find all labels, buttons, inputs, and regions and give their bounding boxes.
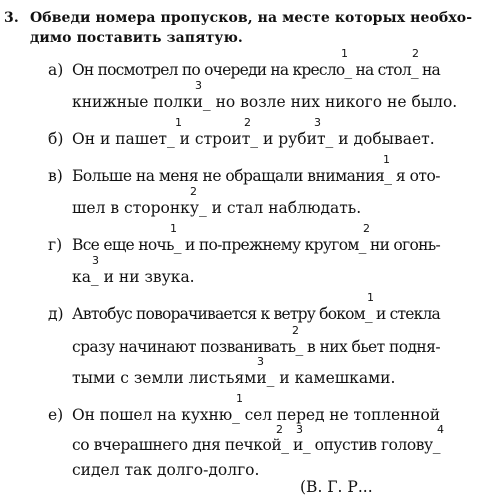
gap-number: 2 bbox=[292, 324, 299, 337]
gap-number: 2 bbox=[276, 423, 283, 436]
item-letter-e: е) bbox=[48, 406, 64, 424]
item-letter-d: д) bbox=[48, 305, 64, 323]
gap-number: 3 bbox=[92, 254, 99, 267]
gap-number: 3 bbox=[296, 423, 303, 436]
item-e-line-1: Он пошел на кухню_ сел перед не топленной bbox=[72, 406, 440, 424]
item-d-line-3: тыми с земли листьями_ и камешками. bbox=[72, 369, 396, 387]
item-g-line-2: ка_ и ни звука. bbox=[72, 268, 195, 286]
gap-number: 2 bbox=[190, 185, 197, 198]
item-d-line-2: сразу начинают позванивать_ в них бьет подня- bbox=[72, 338, 440, 356]
item-b-line-1: Он и пашет_ и строит_ и рубит_ и добывает. bbox=[72, 130, 435, 148]
task-instruction-line-2: димо поставить запятую. bbox=[30, 30, 243, 46]
item-a-line-1: Он посмотрел по очереди на кресло_ на стол_ на bbox=[72, 61, 440, 79]
gap-number: 1 bbox=[170, 222, 177, 235]
task-number: 3. bbox=[4, 10, 19, 26]
item-d-line-1: Автобус поворачивается к ветру боком_ и стекла bbox=[72, 305, 440, 323]
gap-number: 3 bbox=[314, 116, 321, 129]
item-g-line-1: Все еще ночь_ и по-прежнему кругом_ ни огонь- bbox=[72, 236, 440, 254]
gap-number: 1 bbox=[367, 291, 374, 304]
item-e-line-2: со вчерашнего дня печкой_ и_ опустив голову_ bbox=[72, 436, 440, 454]
gap-number: 2 bbox=[412, 47, 419, 60]
gap-number: 1 bbox=[236, 392, 243, 405]
gap-number: 3 bbox=[195, 79, 202, 92]
gap-number: 1 bbox=[341, 47, 348, 60]
gap-number: 3 bbox=[257, 355, 264, 368]
gap-number: 1 bbox=[383, 153, 390, 166]
gap-number: 2 bbox=[244, 116, 251, 129]
item-letter-g: г) bbox=[48, 236, 63, 254]
gap-number: 4 bbox=[437, 423, 444, 436]
item-letter-a: а) bbox=[48, 61, 64, 79]
item-e-line-3: сидел так долго-долго. bbox=[72, 461, 260, 479]
item-v-line-2: шел в сторонку_ и стал наблюдать. bbox=[72, 199, 362, 217]
item-letter-b: б) bbox=[48, 130, 64, 148]
task-instruction-line-1: Обведи номера пропусков, на месте которых необхо- bbox=[30, 10, 473, 26]
gap-number: 2 bbox=[363, 222, 370, 235]
item-a-line-2: книжные полки_ но возле них никого не было. bbox=[72, 93, 458, 111]
gap-number: 1 bbox=[175, 116, 182, 129]
item-letter-v: в) bbox=[48, 167, 63, 185]
attribution: (В. Г. Р... bbox=[300, 478, 373, 496]
item-v-line-1: Больше на меня не обращали внимания_ я ото- bbox=[72, 167, 440, 185]
